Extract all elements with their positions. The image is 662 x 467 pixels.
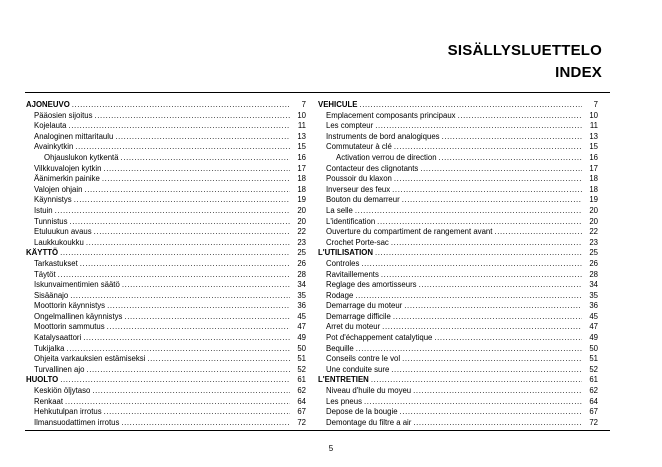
toc-entry-title: Katalysaattori	[34, 333, 82, 343]
toc-entry-page: 17	[297, 163, 306, 173]
dot-leader	[83, 333, 290, 344]
toc-entry-page: 67	[297, 407, 306, 417]
toc-entry	[318, 344, 598, 355]
toc-entry	[318, 333, 598, 344]
toc-entry-title: Laukkukoukku	[34, 237, 84, 247]
toc-entry	[318, 153, 598, 164]
toc-entry	[318, 217, 598, 228]
dot-leader	[92, 386, 290, 397]
toc-entry-title: Tukijalka	[34, 343, 65, 353]
toc-entry-page: 13	[297, 131, 306, 141]
toc-entry	[318, 291, 598, 302]
toc-entry-title: L'UTILISATION	[318, 248, 373, 258]
toc-entry-title: Analoginen mittaritaulu	[34, 131, 114, 141]
dot-leader	[361, 259, 582, 270]
dot-leader	[404, 301, 582, 312]
toc-section-heading	[318, 375, 598, 386]
toc-entry-title: Arret du moteur	[326, 322, 381, 332]
toc-entry	[318, 280, 598, 291]
toc-entry	[26, 238, 306, 249]
toc-entry	[26, 132, 306, 143]
toc-entry-page: 22	[297, 227, 306, 237]
toc-entry-title: Pääosien sijoitus	[34, 110, 93, 120]
toc-entry-title: Äänimerkin painike	[34, 174, 100, 184]
toc-entry-title: Demarrage du moteur	[326, 301, 403, 311]
toc-entry	[26, 195, 306, 206]
toc-entry	[26, 217, 306, 228]
dot-leader	[391, 365, 582, 376]
dot-leader	[102, 174, 290, 185]
toc-entry-page: 25	[297, 248, 306, 258]
dot-leader	[393, 312, 582, 323]
dot-leader	[115, 132, 290, 143]
toc-entry-page: 34	[297, 280, 306, 290]
toc-entry-title: Pot d'échappement catalytique	[326, 333, 433, 343]
toc-entry-page: 20	[589, 216, 598, 226]
toc-entry-page: 51	[297, 354, 306, 364]
toc-entry	[318, 354, 598, 365]
toc-entry-title: Iskunvaimentimien säätö	[34, 280, 120, 290]
toc-entry-page: 64	[589, 396, 598, 406]
toc-entry-title: Inverseur des feux	[326, 184, 391, 194]
dot-leader	[377, 217, 582, 228]
toc-column-finnish	[26, 100, 306, 428]
toc-entry	[26, 280, 306, 291]
toc-entry-title: Activation verrou de direction	[336, 152, 437, 162]
toc-entry	[318, 238, 598, 249]
dot-leader	[439, 153, 582, 164]
toc-entry-title: Moottorin sammutus	[34, 322, 105, 332]
toc-entry-title: Contacteur des clignotants	[326, 163, 419, 173]
dot-leader	[65, 397, 290, 408]
toc-entry-title: Niveau d'huile du moyeu	[326, 386, 412, 396]
toc-entry	[26, 386, 306, 397]
toc-entry-page: 50	[589, 343, 598, 353]
toc-entry-page: 23	[297, 237, 306, 247]
toc-entry-title: L'identification	[326, 216, 376, 226]
toc-entry-page: 67	[589, 407, 598, 417]
toc-entry-title: Ouverture du compartiment de rangement avant	[326, 227, 493, 237]
toc-entry-page: 20	[589, 205, 598, 215]
toc-entry-title: Tarkastukset	[34, 258, 78, 268]
toc-entry-page: 15	[297, 142, 306, 152]
toc-entry	[318, 185, 598, 196]
toc-entry-title: Commutateur à clé	[326, 142, 392, 152]
dot-leader	[355, 291, 582, 302]
dot-leader	[86, 238, 290, 249]
toc-entry-page: 11	[297, 121, 306, 131]
toc-entry-page: 36	[297, 301, 306, 311]
toc-entry-title: Rodage	[326, 290, 354, 300]
dot-leader	[60, 248, 290, 259]
toc-entry-page: 20	[297, 205, 306, 215]
dot-leader	[355, 206, 582, 217]
dot-leader	[413, 418, 582, 429]
toc-entry-title: Demarrage difficile	[326, 311, 391, 321]
toc-entry-title: HUOLTO	[26, 375, 59, 385]
toc-entry-title: Turvallinen ajo	[34, 364, 85, 374]
toc-entry-page: 61	[589, 375, 598, 385]
dot-leader	[121, 418, 290, 429]
toc-entry-title: Sisäänajo	[34, 290, 69, 300]
toc-entry-page: 51	[589, 354, 598, 364]
toc-entry-title: Etuluukun avaus	[34, 227, 92, 237]
dot-leader	[121, 153, 290, 164]
toc-entry-page: 10	[589, 110, 598, 120]
toc-entry-page: 23	[589, 237, 598, 247]
toc-entry	[26, 259, 306, 270]
dot-leader	[394, 174, 582, 185]
dot-leader	[420, 164, 582, 175]
toc-entry	[318, 206, 598, 217]
toc-entry-title: Ilmansuodattimen irrotus	[34, 417, 120, 427]
toc-entry-title: Poussoir du klaxon	[326, 174, 392, 184]
toc-entry-title: Une conduite sure	[326, 364, 390, 374]
toc-entry	[26, 418, 306, 429]
dot-leader	[75, 142, 290, 153]
toc-entry	[26, 365, 306, 376]
toc-entry-page: 49	[589, 333, 598, 343]
toc-entry-title: Avainkytkin	[34, 142, 74, 152]
toc-entry-title: Valojen ohjain	[34, 184, 83, 194]
toc-entry	[318, 174, 598, 185]
toc-entry-page: 7	[593, 100, 598, 109]
toc-entry-page: 72	[297, 417, 306, 427]
dot-leader	[74, 195, 290, 206]
toc-entry	[318, 270, 598, 281]
toc-entry-page: 28	[297, 269, 306, 279]
toc-entry	[26, 174, 306, 185]
toc-entry-title: Tunnistus	[34, 216, 68, 226]
toc-entry-page: 26	[297, 258, 306, 268]
toc-entry-page: 49	[297, 333, 306, 343]
toc-entry-title: KÄYTTÖ	[26, 248, 59, 258]
dot-leader	[104, 407, 290, 418]
dot-leader	[124, 312, 290, 323]
toc-entry-title: Instruments de bord analogiques	[326, 131, 440, 141]
toc-entry	[318, 142, 598, 153]
toc-entry-title: Bouton du demarreur	[326, 195, 400, 205]
dot-leader	[86, 365, 290, 376]
toc-entry-page: 28	[589, 269, 598, 279]
toc-entry-page: 64	[297, 396, 306, 406]
toc-section-heading	[26, 100, 306, 111]
dot-leader	[359, 100, 582, 111]
toc-entry-title: Ongelmallinen käynnistys	[34, 311, 123, 321]
toc-entry	[318, 132, 598, 143]
toc-entry-title: Hehkutulpan irrotus	[34, 407, 102, 417]
top-divider	[25, 92, 610, 93]
toc-entry-page: 19	[297, 195, 306, 205]
dot-leader	[434, 333, 582, 344]
dot-leader	[95, 111, 290, 122]
toc-entry-title: VEHICULE	[318, 100, 358, 109]
toc-entry-page: 10	[297, 110, 306, 120]
page-titles	[448, 40, 602, 84]
dot-leader	[381, 270, 582, 281]
toc-entry-title: Käynnistys	[34, 195, 72, 205]
toc-entry	[26, 227, 306, 238]
dot-leader	[72, 100, 290, 111]
toc-entry	[26, 185, 306, 196]
toc-entry	[318, 386, 598, 397]
toc-entry-page: 52	[297, 364, 306, 374]
dot-leader	[375, 121, 582, 132]
toc-entry-page: 61	[297, 375, 306, 385]
dot-leader	[402, 195, 582, 206]
toc-entry-page: 16	[297, 152, 306, 162]
toc-entry-page: 36	[589, 301, 598, 311]
dot-leader	[419, 280, 582, 291]
toc-entry-page: 16	[589, 152, 598, 162]
toc-entry-title: Renkaat	[34, 396, 64, 406]
dot-leader	[103, 164, 290, 175]
dot-leader	[84, 185, 290, 196]
toc-entry-title: Ohjauslukon kytkentä	[44, 152, 119, 162]
toc-entry-page: 45	[297, 311, 306, 321]
dot-leader	[80, 259, 290, 270]
toc-entry-title: Demontage du filtre a air	[326, 417, 412, 427]
dot-leader	[402, 354, 582, 365]
toc-entry	[26, 291, 306, 302]
dot-leader	[458, 111, 582, 122]
toc-entry	[318, 418, 598, 429]
toc-entry	[26, 322, 306, 333]
toc-entry-page: 50	[297, 343, 306, 353]
toc-entry-page: 47	[297, 322, 306, 332]
dot-leader	[375, 248, 582, 259]
toc-entry-title: Les compteur	[326, 121, 374, 131]
dot-leader	[356, 344, 582, 355]
toc-entry-title: Ohjeita varkauksien estämiseksi	[34, 354, 146, 364]
toc-entry	[318, 301, 598, 312]
dot-leader	[55, 206, 290, 217]
dot-leader	[371, 375, 582, 386]
toc-entry	[26, 397, 306, 408]
toc-entry-page: 19	[589, 195, 598, 205]
toc-entry-page: 15	[589, 142, 598, 152]
dot-leader	[122, 280, 290, 291]
dot-leader	[400, 407, 582, 418]
toc-entry	[318, 164, 598, 175]
toc-entry-title: Moottorin käynnistys	[34, 301, 106, 311]
toc-entry	[318, 121, 598, 132]
dot-leader	[394, 142, 582, 153]
dot-leader	[494, 227, 582, 238]
toc-entry-title: Kojelauta	[34, 121, 67, 131]
dot-leader	[70, 291, 290, 302]
toc-entry-page: 47	[589, 322, 598, 332]
toc-section-heading	[26, 375, 306, 386]
dot-leader	[69, 121, 290, 132]
toc-entry	[318, 111, 598, 122]
dot-leader	[58, 270, 290, 281]
toc-section-heading	[26, 248, 306, 259]
toc-entry-page: 45	[589, 311, 598, 321]
toc-entry	[318, 227, 598, 238]
toc-section-heading	[318, 100, 598, 111]
toc-entry	[26, 111, 306, 122]
toc-entry-page: 11	[589, 121, 598, 131]
toc-entry	[318, 195, 598, 206]
toc-entry-page: 22	[589, 227, 598, 237]
toc-entry	[26, 270, 306, 281]
toc-entry-title: Vilkkuvalojen kytkin	[34, 163, 102, 173]
toc-entry-page: 34	[589, 280, 598, 290]
toc-entry	[26, 301, 306, 312]
toc-entry-page: 52	[589, 364, 598, 374]
toc-entry-title: Crochet Porte-sac	[326, 237, 389, 247]
toc-entry-page: 25	[589, 248, 598, 258]
toc-entry-page: 17	[589, 163, 598, 173]
toc-entry	[318, 322, 598, 333]
toc-entry-title: Controles	[326, 258, 360, 268]
toc-entry	[26, 164, 306, 175]
bottom-divider	[25, 430, 610, 431]
page-number: 5	[328, 444, 334, 453]
toc-entry-title: Depose de la bougie	[326, 407, 398, 417]
toc-entry-page: 18	[297, 184, 306, 194]
toc-entry	[26, 354, 306, 365]
dot-leader	[107, 301, 290, 312]
toc-entry	[26, 206, 306, 217]
dot-leader	[364, 397, 582, 408]
toc-entry	[26, 333, 306, 344]
toc-entry	[26, 312, 306, 323]
dot-leader	[147, 354, 290, 365]
toc-entry	[318, 259, 598, 270]
dot-leader	[70, 217, 290, 228]
title-french: INDEX	[555, 64, 602, 81]
title-finnish: SISÄLLYSLUETTELO	[447, 42, 602, 59]
toc-entry-title: Les pneus	[326, 396, 362, 406]
toc-entry-page: 7	[301, 100, 306, 109]
dot-leader	[442, 132, 582, 143]
dot-leader	[94, 227, 290, 238]
toc-entry	[318, 397, 598, 408]
toc-entry-page: 18	[589, 184, 598, 194]
toc-entry-page: 18	[589, 174, 598, 184]
toc-entry-page: 26	[589, 258, 598, 268]
toc-entry	[318, 407, 598, 418]
toc-entry-title: Ravitaillements	[326, 269, 379, 279]
dot-leader	[60, 375, 290, 386]
dot-leader	[391, 238, 582, 249]
toc-entry-page: 72	[589, 417, 598, 427]
toc-entry-title: La selle	[326, 205, 353, 215]
toc-entry-title: Täytöt	[34, 269, 56, 279]
toc-entry-page: 13	[589, 131, 598, 141]
toc-entry-title: Emplacement composants principaux	[326, 110, 456, 120]
toc-entry	[26, 121, 306, 132]
dot-leader	[413, 386, 582, 397]
toc-entry	[26, 153, 306, 164]
toc-entry-title: Keskiön öljytaso	[34, 386, 91, 396]
dot-leader	[66, 344, 290, 355]
dot-leader	[392, 185, 582, 196]
toc-entry-title: Reglage des amortisseurs	[326, 280, 417, 290]
toc-entry	[318, 312, 598, 323]
dot-leader	[382, 322, 582, 333]
toc-entry	[26, 344, 306, 355]
toc-entry-title: AJONEUVO	[26, 100, 70, 109]
toc-section-heading	[318, 248, 598, 259]
toc-entry	[318, 365, 598, 376]
toc-entry-title: Bequille	[326, 343, 354, 353]
toc-entry	[26, 407, 306, 418]
toc-entry-page: 62	[589, 386, 598, 396]
toc-entry-page: 18	[297, 174, 306, 184]
toc-entry-page: 20	[297, 216, 306, 226]
toc-entry-page: 62	[297, 386, 306, 396]
toc-column-french	[318, 100, 598, 428]
toc-entry-page: 35	[297, 290, 306, 300]
toc-entry-title: Conseils contre le vol	[326, 354, 401, 364]
toc-entry-title: Istuin	[34, 205, 53, 215]
dot-leader	[107, 322, 290, 333]
toc-entry-page: 35	[589, 290, 598, 300]
toc-entry-title: L'ENTRETIEN	[318, 375, 369, 385]
toc-entry	[26, 142, 306, 153]
